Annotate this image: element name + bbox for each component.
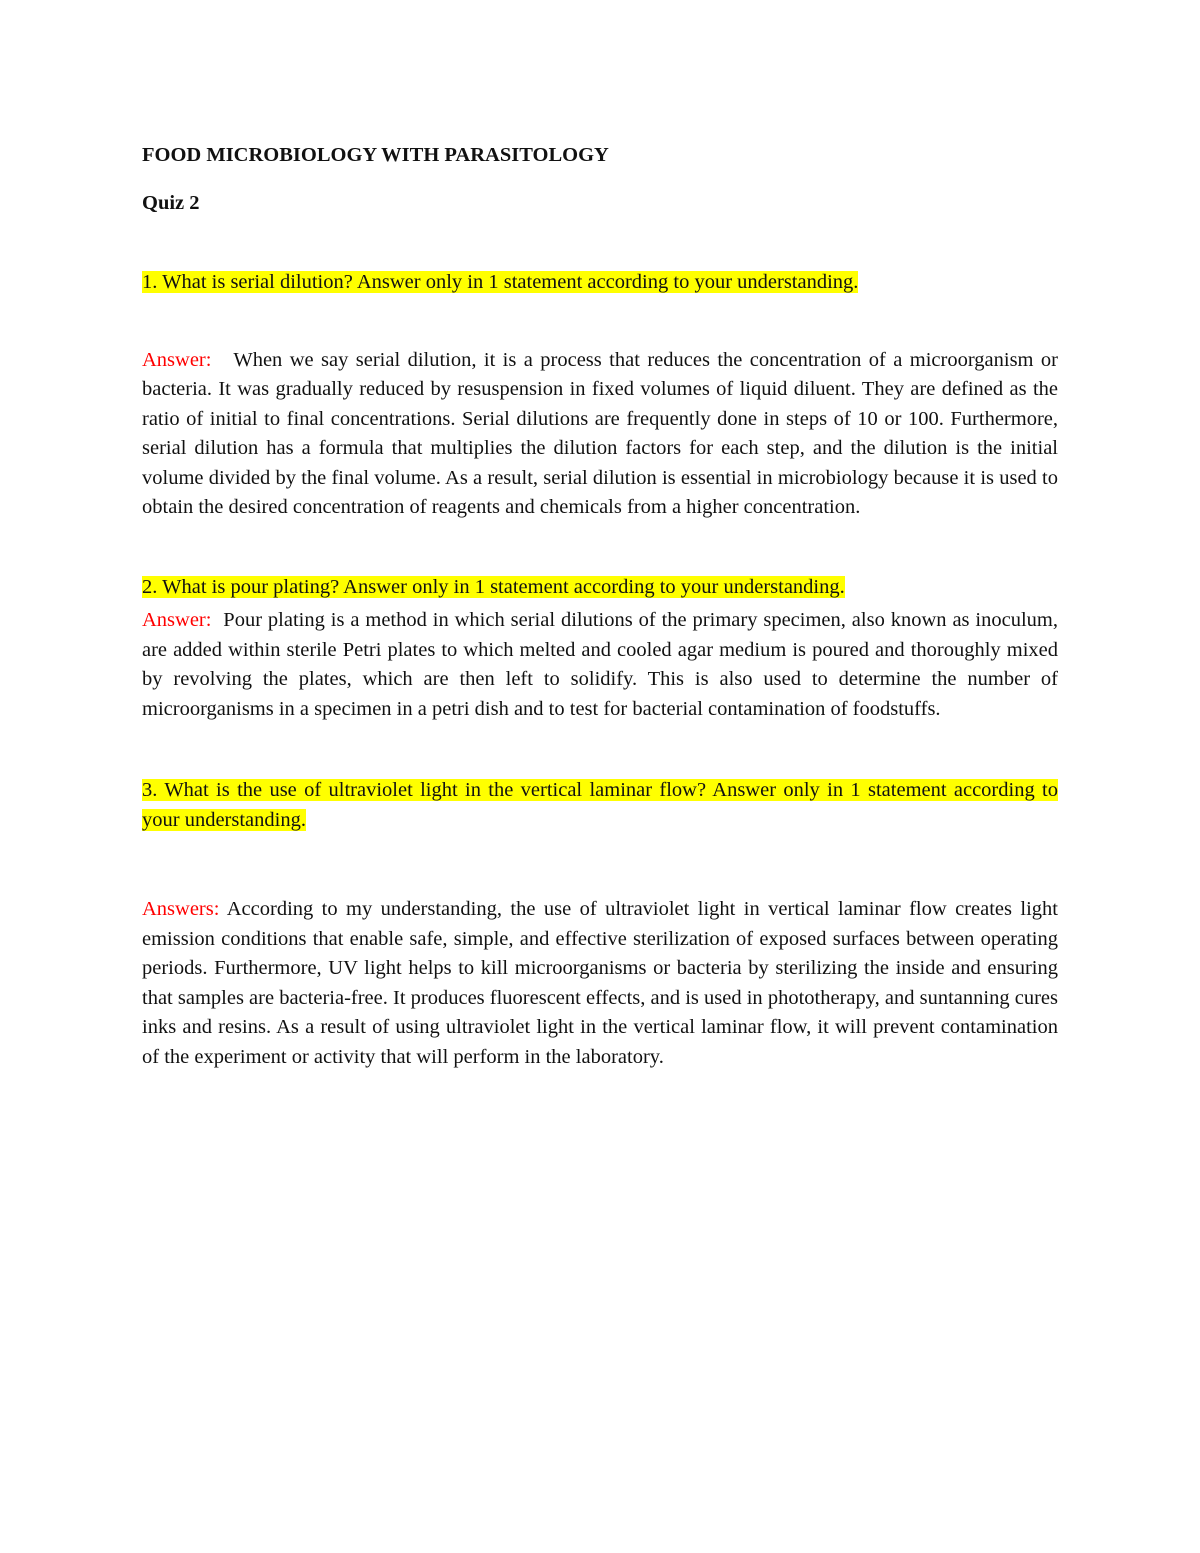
answer-2-text: Pour plating is a method in which serial dilutions of the primary specimen, also known as inoculum, are added within sterile Petri plates to which melted and cooled agar medium is poured and thoroughly mixed by revolving the plates, which are then left to solidify. This is also used to determine the number of microorganisms in a specimen in a petri dish and to test for bacterial contamination of foodstuffs.	[142, 609, 1058, 720]
question-3-text: 3. What is the use of ultraviolet light in the vertical laminar flow? Answer only in 1 statement according to your understanding.	[142, 779, 1058, 831]
course-title: FOOD MICROBIOLOGY WITH PARASITOLOGY	[142, 144, 609, 166]
answer-3-text: According to my understanding, the use of ultraviolet light in vertical laminar flow creates light emission conditions that enable safe, simple, and effective sterilization of exposed surfaces between operating periods. Furthermore, UV light helps to kill microorganisms or bacteria by sterilizing the inside and ensuring that samples are bacteria-free. It produces fluorescent effects, and is used in phototherapy, and suntanning cures inks and resins. As a result of using ultraviolet light in the vertical laminar flow, it will prevent contamination of the experiment or activity that will perform in the laboratory.	[142, 898, 1058, 1068]
answer-3	[142, 895, 1058, 1072]
question-3	[142, 776, 1058, 835]
answer-2	[142, 606, 1058, 724]
answer-1-label: Answer:	[142, 348, 212, 371]
quiz-label: Quiz 2	[142, 192, 200, 214]
answer-3-label: Answers:	[142, 898, 220, 920]
answer-2-label: Answer:	[142, 609, 212, 631]
answer-1-text: When we say serial dilution, it is a process that reduces the concentration of a microorganism or bacteria. It was gradually reduced by resuspension in fixed volumes of liquid diluent. They are defined as the ratio of initial to final concentrations. Serial dilutions are frequently done in steps of 10 or 100. Furthermore, serial dilution has a formula that multiplies the dilution factors for each step, and the dilution is the initial volume divided by the final volume. As a result, serial dilution is essential in microbiology because it is used to obtain the desired concentration of reagents and chemicals from a higher concentration.	[142, 348, 1058, 518]
question-1	[142, 268, 1058, 298]
document-page	[142, 140, 1058, 1072]
answer-1	[142, 346, 1058, 523]
question-1-text: 1. What is serial dilution? Answer only in 1 statement according to your understanding.	[142, 271, 859, 293]
question-2	[142, 573, 1058, 603]
question-2-text: 2. What is pour plating? Answer only in 1 statement according to your understanding.	[142, 575, 845, 598]
